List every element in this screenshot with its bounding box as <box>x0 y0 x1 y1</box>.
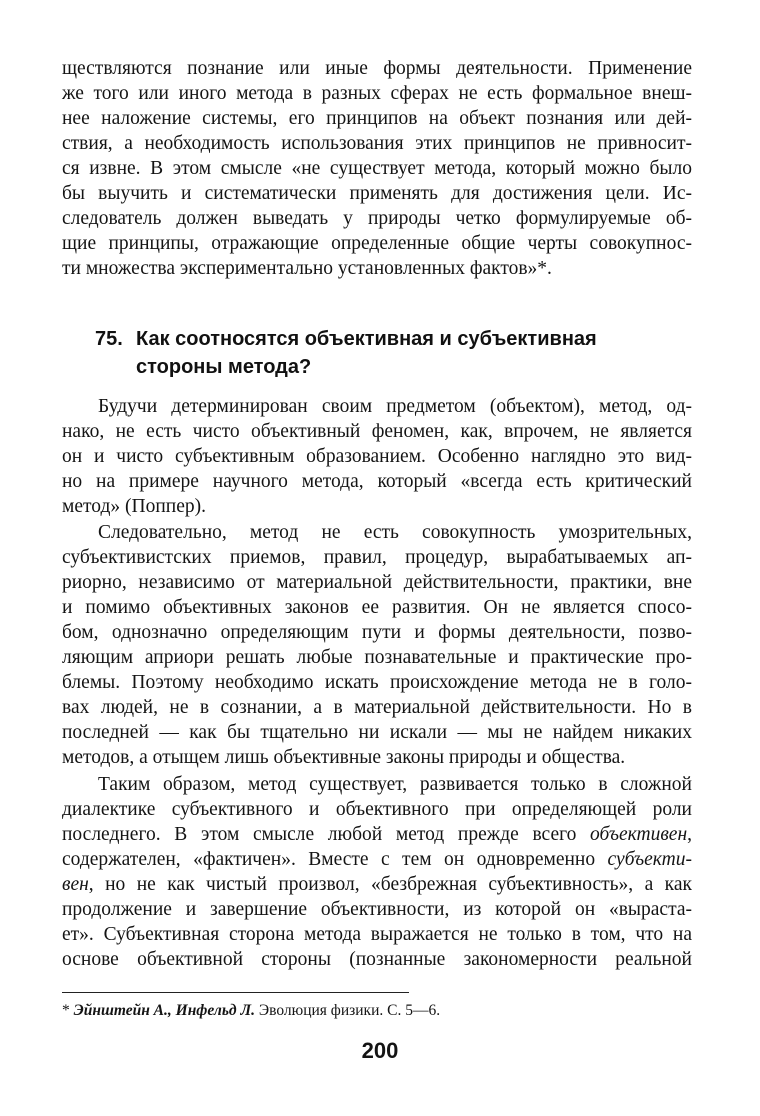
text-line: щие принципы, отражающие определенные общие черты совокупнос- <box>62 233 692 254</box>
text-line: блемы. Поэтому необходимо искать происхождение метода не в голо- <box>62 672 692 693</box>
text-line <box>62 848 692 872</box>
italic-term: субъекти- <box>607 849 692 870</box>
text-line: диалектике субъективного и объективного при определяющей роли <box>62 799 692 820</box>
text-line: Следовательно, метод не есть совокупность умозрительных, <box>98 522 692 543</box>
text-run: , но не как чистый произвол, «безбрежная субъективность», а как <box>88 874 692 895</box>
text-line: ет». Субъективная сторона метода выражается не только в том, что на <box>62 924 692 945</box>
text-line: нее наложение системы, его принципов на объект познания или дей- <box>62 108 692 129</box>
section-title-line: Как соотносятся объективная и субъективная <box>136 328 597 350</box>
footnote <box>62 1001 440 1021</box>
text-line: ществляются познание или иные формы деятельности. Применение <box>62 58 692 79</box>
text-line: вах людей, не в сознании, а в материальной действительности. Но в <box>62 697 692 718</box>
text-line <box>62 823 692 847</box>
text-line <box>62 873 692 897</box>
text-line: нако, не есть чисто объективный феномен, как, впрочем, не является <box>62 421 692 442</box>
footnote-marker: * <box>62 1002 74 1019</box>
text-line: продолжение и завершение объективности, из которой он «выраста- <box>62 899 692 920</box>
text-line: основе объективной стороны (познанные закономерности реальной <box>62 949 692 970</box>
footnote-rule <box>62 992 409 993</box>
footnote-authors: Эйнштейн А., Инфельд Л. <box>73 1002 256 1019</box>
text-line: Будучи детерминирован своим предметом (объектом), метод, од- <box>98 396 692 417</box>
text-line: же того или иного метода в разных сферах не есть формальное внеш- <box>62 83 692 104</box>
text-line: ся извне. В этом смысле «не существует метода, который можно было <box>62 158 692 179</box>
text-line: бом, однозначно определяющим пути и формы деятельности, позво- <box>62 622 692 643</box>
text-line: он и чисто субъективным образованием. Особенно наглядно это вид- <box>62 446 692 467</box>
text-line: последней — как бы тщательно ни искали — мы не найдем никаких <box>62 722 692 743</box>
italic-term: вен <box>62 874 89 895</box>
text-line: ти множества экспериментально установленных фактов»*. <box>62 258 552 279</box>
text-run: , <box>687 824 692 845</box>
text-line: метод» (Поппер). <box>62 496 206 517</box>
section-number: 75. <box>95 328 123 350</box>
text-line: бы выучить и систематически применять для достижения цели. Ис- <box>62 183 692 204</box>
section-title-line: стороны метода? <box>136 356 312 378</box>
page-number: 200 <box>361 1038 399 1063</box>
text-line: и помимо объективных законов ее развития. Он не является спосо- <box>62 597 692 618</box>
text-line: риорно, независимо от материальной действительности, практики, вне <box>62 572 692 593</box>
text-line: но на примере научного метода, который «всегда есть критический <box>62 471 692 492</box>
text-line: Таким образом, метод существует, развивается только в сложной <box>98 774 692 795</box>
text-run: содержателен, «фактичен». Вместе с тем он одновременно <box>62 849 608 870</box>
text-line: методов, а отыщем лишь объективные законы природы и общества. <box>62 747 626 768</box>
text-run: последнего. В этом смысле любой метод прежде всего <box>62 824 591 845</box>
text-line: ляющим априори решать любые познавательные и практические про- <box>62 647 692 668</box>
footnote-text: Эволюция физики. С. 5—6. <box>255 1002 441 1019</box>
text-line: субъективистских приемов, правил, процедур, вырабатываемых ап- <box>62 547 692 568</box>
text-line: ствия, а необходимость использования этих принципов не привносит- <box>62 133 692 154</box>
text-line: следователь должен выведать у природы четко формулируемые об- <box>62 208 692 229</box>
italic-term: объективен <box>590 824 688 845</box>
